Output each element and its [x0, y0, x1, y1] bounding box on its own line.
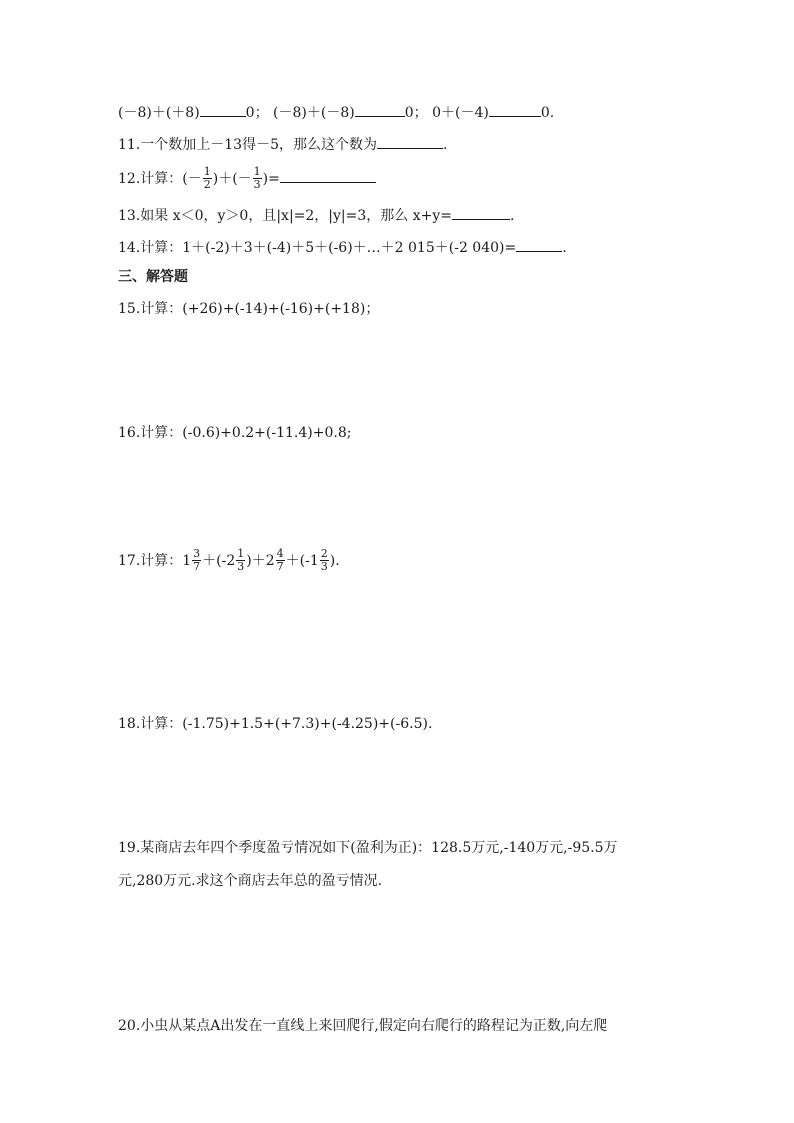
- question-13: 13.如果 x＜0，y＞0，且|x|=2，|y|=3，那么 x+y= .: [118, 204, 514, 226]
- question-12: 12.计算：(－ $\frac{1}{2}$ )＋(－ $\frac{1}{3}$ )=: [118, 166, 376, 192]
- section-heading: 三、解答题: [118, 269, 188, 285]
- q14-blank[interactable]: [516, 236, 562, 252]
- fraction: $\frac{1}{2}$: [203, 164, 211, 191]
- q13-blank[interactable]: [452, 204, 510, 220]
- question-11: 11.一个数加上－13得－5，那么这个数为 .: [118, 133, 447, 155]
- fraction: $\frac{3}{7}$: [193, 546, 201, 573]
- q12-blank[interactable]: [280, 167, 376, 183]
- fraction: $\frac{1}{3}$: [237, 546, 245, 573]
- question-10-line: (－8)＋(＋8) 0； (－8)＋(－8) 0； 0＋(－4) 0.: [118, 101, 554, 123]
- q10-expr-b: (－8)＋(－8): [273, 105, 355, 121]
- q10-blank-b[interactable]: [355, 101, 405, 117]
- q10-blank-c[interactable]: [489, 101, 541, 117]
- question-19-line-1: 19.某商店去年四个季度盈亏情况如下(盈利为正)：128.5万元,-140万元,-95.5万: [118, 840, 618, 856]
- q11-blank[interactable]: [377, 133, 443, 149]
- fraction: $\frac{2}{3}$: [320, 546, 328, 573]
- fraction: $\frac{4}{7}$: [276, 546, 284, 573]
- q10-blank-a[interactable]: [200, 101, 246, 117]
- question-20-line-1: 20.小虫从某点A出发在一直线上来回爬行,假定向右爬行的路程记为正数,向左爬: [118, 1018, 608, 1034]
- question-15: 15.计算：(+26)+(-14)+(-16)+(+18)；: [118, 301, 380, 317]
- fraction: $\frac{1}{3}$: [253, 164, 261, 191]
- question-18: 18.计算：(-1.75)+1.5+(+7.3)+(-4.25)+(-6.5).: [118, 716, 433, 732]
- question-16: 16.计算：(-0.6)+0.2+(-11.4)+0.8;: [118, 425, 352, 441]
- question-17: 17.计算：1 $\frac{3}{7}$ ＋(-2 $\frac{1}{3}$ )＋2 $\frac{4}{7}$ ＋(-1 $\frac{2}{3}$ ).: [118, 546, 340, 573]
- question-14: 14.计算：1＋(-2)＋3＋(-4)＋5＋(-6)＋…＋2 015＋(-2 040)= .: [118, 236, 567, 258]
- q10-expr-c: 0＋(－4): [432, 105, 489, 121]
- q10-expr-a: (－8)＋(＋8): [118, 105, 200, 121]
- question-19-line-2: 元,280万元.求这个商店去年总的盈亏情况.: [118, 873, 383, 889]
